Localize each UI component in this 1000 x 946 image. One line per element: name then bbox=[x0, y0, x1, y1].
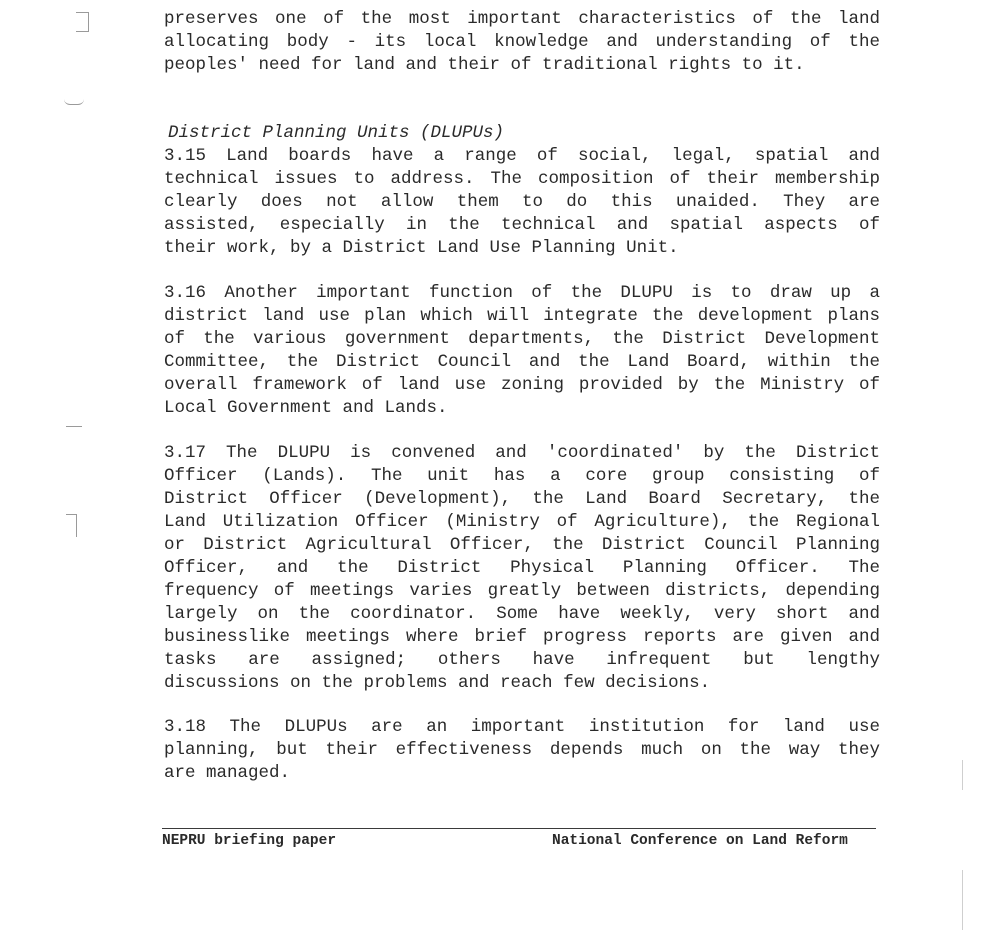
footer-left-text: NEPRU briefing paper bbox=[162, 833, 337, 849]
paragraph-3-16 bbox=[164, 282, 880, 420]
text-line: Local Government and Lands. bbox=[164, 398, 448, 418]
margin-mark bbox=[76, 12, 89, 32]
text-line: are managed. bbox=[164, 763, 291, 783]
text-line: 3.17 The DLUPU is convened and 'coordinated' by the District bbox=[164, 443, 880, 463]
text-line: clearly does not allow them to do this unaided. They are bbox=[164, 192, 880, 212]
paragraph-3-15 bbox=[164, 145, 880, 260]
text-line: overall framework of land use zoning provided by the Ministry of bbox=[164, 375, 880, 395]
scan-edge-line bbox=[962, 760, 963, 790]
margin-mark bbox=[64, 98, 84, 105]
text-line: assisted, especially in the technical and spatial aspects of bbox=[164, 215, 880, 235]
text-line: discussions on the problems and reach few decisions. bbox=[164, 673, 711, 693]
text-line: Officer, and the District Physical Planning Officer. The bbox=[164, 558, 880, 578]
paragraph-3-18 bbox=[164, 716, 880, 785]
paragraph-3-17 bbox=[164, 442, 880, 695]
scan-edge-line bbox=[962, 870, 963, 930]
footer-right-text: National Conference on Land Reform bbox=[552, 833, 848, 849]
margin-mark bbox=[66, 418, 82, 427]
text-line: Land Utilization Officer (Ministry of Agriculture), the Regional bbox=[164, 512, 880, 532]
text-line: Committee, the District Council and the Land Board, within the bbox=[164, 352, 880, 372]
text-line: technical issues to address. The composition of their membership bbox=[164, 169, 880, 189]
section-heading: District Planning Units (DLUPUs) bbox=[168, 123, 505, 143]
text-line: 3.18 The DLUPUs are an important institution for land use bbox=[164, 717, 880, 737]
text-line: district land use plan which will integrate the development plans bbox=[164, 306, 880, 326]
text-line: frequency of meetings varies greatly between districts, depending bbox=[164, 581, 880, 601]
text-line: allocating body - its local knowledge and understanding of the bbox=[164, 32, 880, 52]
text-line: largely on the coordinator. Some have weekly, very short and bbox=[164, 604, 880, 624]
text-line: planning, but their effectiveness depends much on the way they bbox=[164, 740, 880, 760]
text-line: preserves one of the most important characteristics of the land bbox=[164, 9, 880, 29]
text-line: Officer (Lands). The unit has a core group consisting of bbox=[164, 466, 880, 486]
margin-mark bbox=[66, 514, 77, 537]
text-line: District Officer (Development), the Land Board Secretary, the bbox=[164, 489, 880, 509]
footer-rule bbox=[162, 828, 876, 829]
intro-paragraph bbox=[164, 8, 880, 77]
text-line: of the various government departments, the District Development bbox=[164, 329, 880, 349]
text-line: their work, by a District Land Use Planning Unit. bbox=[164, 238, 679, 258]
text-line: 3.15 Land boards have a range of social, legal, spatial and bbox=[164, 146, 880, 166]
text-line: 3.16 Another important function of the DLUPU is to draw up a bbox=[164, 283, 880, 303]
text-line: peoples' need for land and their of traditional rights to it. bbox=[164, 55, 805, 75]
text-line: or District Agricultural Officer, the District Council Planning bbox=[164, 535, 880, 555]
text-line: tasks are assigned; others have infrequent but lengthy bbox=[164, 650, 880, 670]
text-line: businesslike meetings where brief progress reports are given and bbox=[164, 627, 880, 647]
